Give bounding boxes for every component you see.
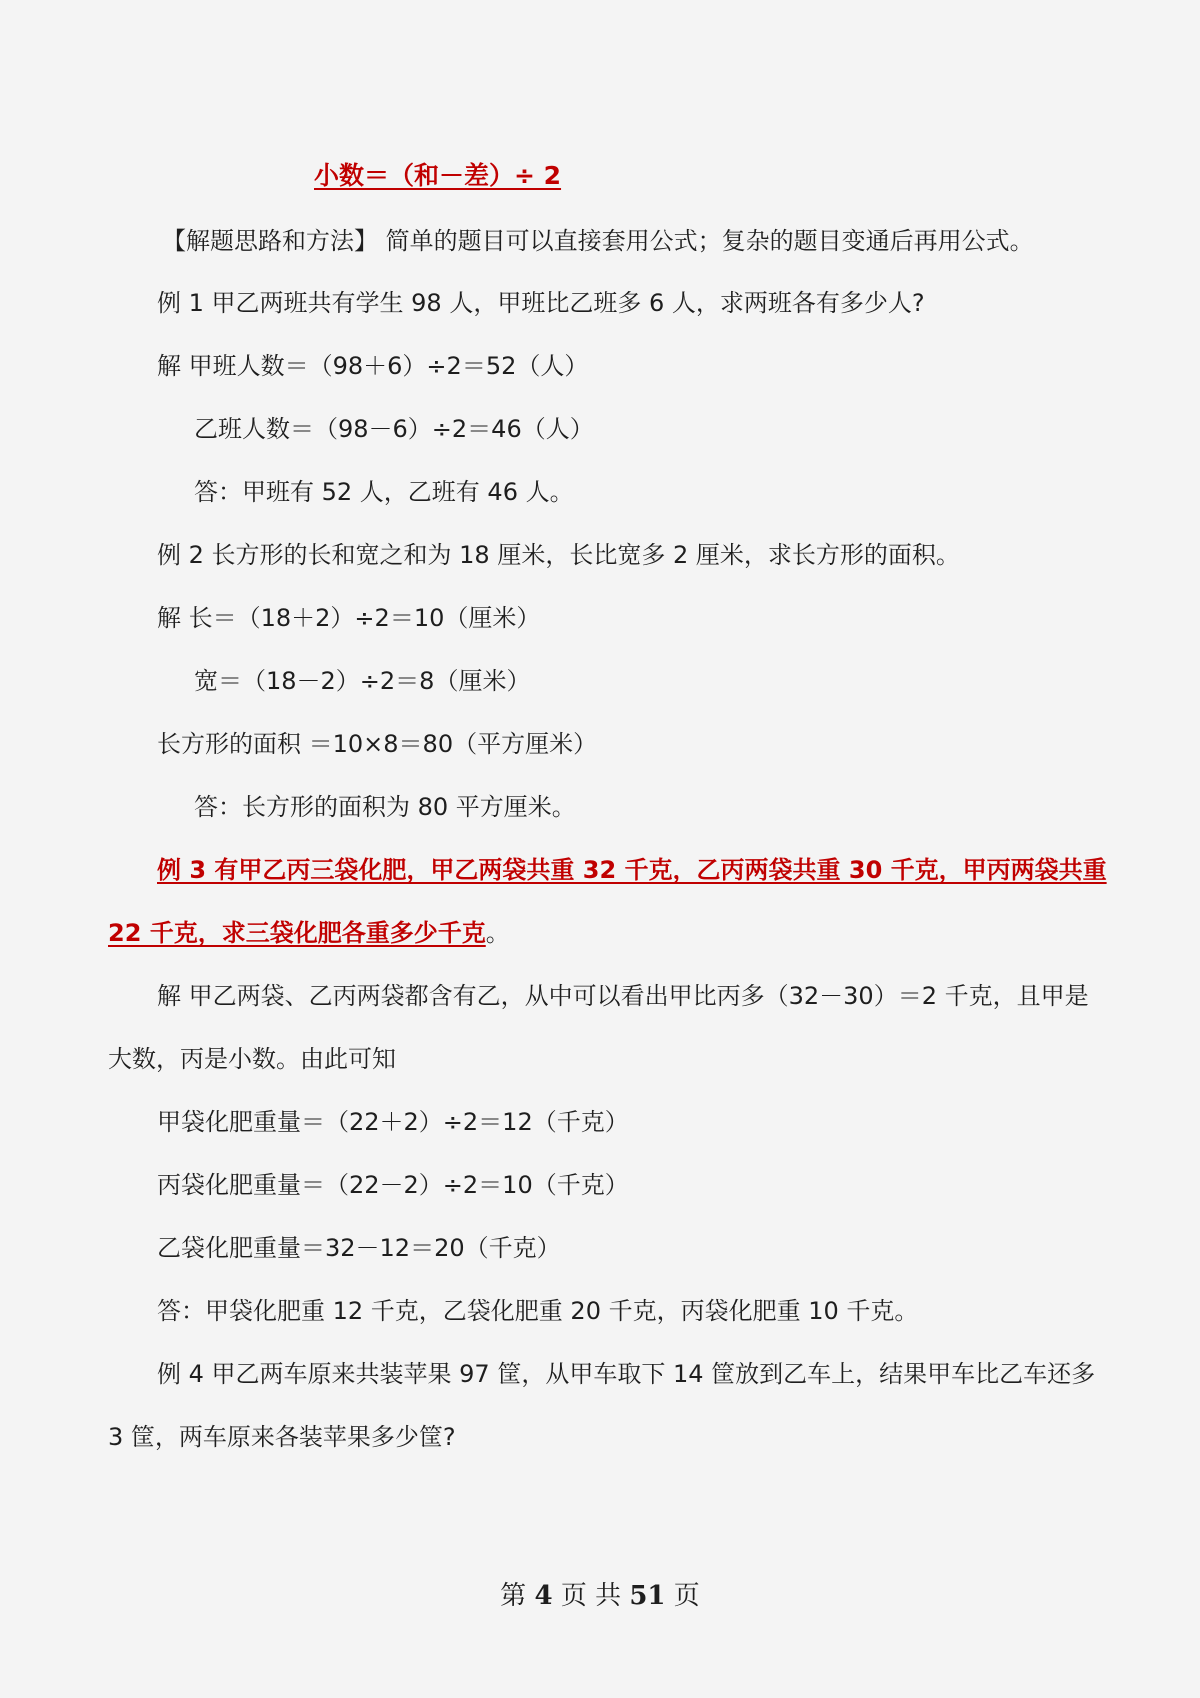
formula-title: 小数＝（和－差）÷ 2 bbox=[314, 161, 562, 190]
footer-prefix: 第 bbox=[500, 1581, 527, 1611]
example3-solution-line2: 大数，丙是小数。由此可知 bbox=[108, 1045, 396, 1073]
example1-answer: 答：甲班有 52 人，乙班有 46 人。 bbox=[194, 478, 574, 506]
example3-question-line1: 例 3 有甲乙丙三袋化肥，甲乙两袋共重 32 千克，乙丙两袋共重 30 千克，甲丙两袋共重 bbox=[157, 856, 1107, 884]
example3-question-line2-wrap bbox=[108, 918, 510, 948]
example1-solution-line1: 解 甲班人数＝（98＋6）÷2＝52（人） bbox=[157, 352, 589, 380]
footer-page-number: 4 bbox=[534, 1581, 553, 1611]
method-text: 简单的题目可以直接套用公式；复杂的题目变通后再用公式。 bbox=[385, 227, 1034, 255]
example3-calc2: 丙袋化肥重量＝（22－2）÷2＝10（千克） bbox=[157, 1171, 629, 1199]
example3-question-line2: 22 千克，求三袋化肥各重多少千克 bbox=[108, 919, 486, 947]
example2-question: 例 2 长方形的长和宽之和为 18 厘米，长比宽多 2 厘米，求长方形的面积。 bbox=[157, 541, 960, 569]
example4-question-line2: 3 筐，两车原来各装苹果多少筐? bbox=[108, 1423, 456, 1451]
example2-solution-line3: 长方形的面积 ＝10×8＝80（平方厘米） bbox=[157, 730, 598, 758]
example3-calc3: 乙袋化肥重量＝32－12＝20（千克） bbox=[157, 1234, 561, 1262]
footer-total-pages: 51 bbox=[629, 1581, 666, 1611]
example2-solution-line2: 宽＝（18－2）÷2＝8（厘米） bbox=[194, 667, 531, 695]
example4-question-line1: 例 4 甲乙两车原来共装苹果 97 筐，从甲车取下 14 筐放到乙车上，结果甲车比乙车还多 bbox=[157, 1360, 1096, 1388]
example3-calc1: 甲袋化肥重量＝（22＋2）÷2＝12（千克） bbox=[157, 1108, 629, 1136]
example3-question-end: 。 bbox=[485, 919, 510, 947]
page-footer bbox=[0, 1580, 1200, 1612]
example3-answer: 答：甲袋化肥重 12 千克，乙袋化肥重 20 千克，丙袋化肥重 10 千克。 bbox=[157, 1297, 919, 1325]
method-label: 【解题思路和方法】 bbox=[162, 227, 378, 255]
example2-answer: 答：长方形的面积为 80 平方厘米。 bbox=[194, 793, 576, 821]
example1-solution-line2: 乙班人数＝（98－6）÷2＝46（人） bbox=[194, 415, 594, 443]
example1-question: 例 1 甲乙两班共有学生 98 人，甲班比乙班多 6 人，求两班各有多少人? bbox=[157, 289, 925, 317]
method-paragraph bbox=[162, 226, 1034, 256]
example2-solution-line1: 解 长＝（18＋2）÷2＝10（厘米） bbox=[157, 604, 541, 632]
footer-suffix: 页 bbox=[673, 1581, 700, 1611]
example3-solution-line1: 解 甲乙两袋、乙丙两袋都含有乙，从中可以看出甲比丙多（32－30）＝2 千克，且甲是 bbox=[157, 982, 1089, 1010]
footer-middle: 页 共 bbox=[560, 1581, 622, 1611]
